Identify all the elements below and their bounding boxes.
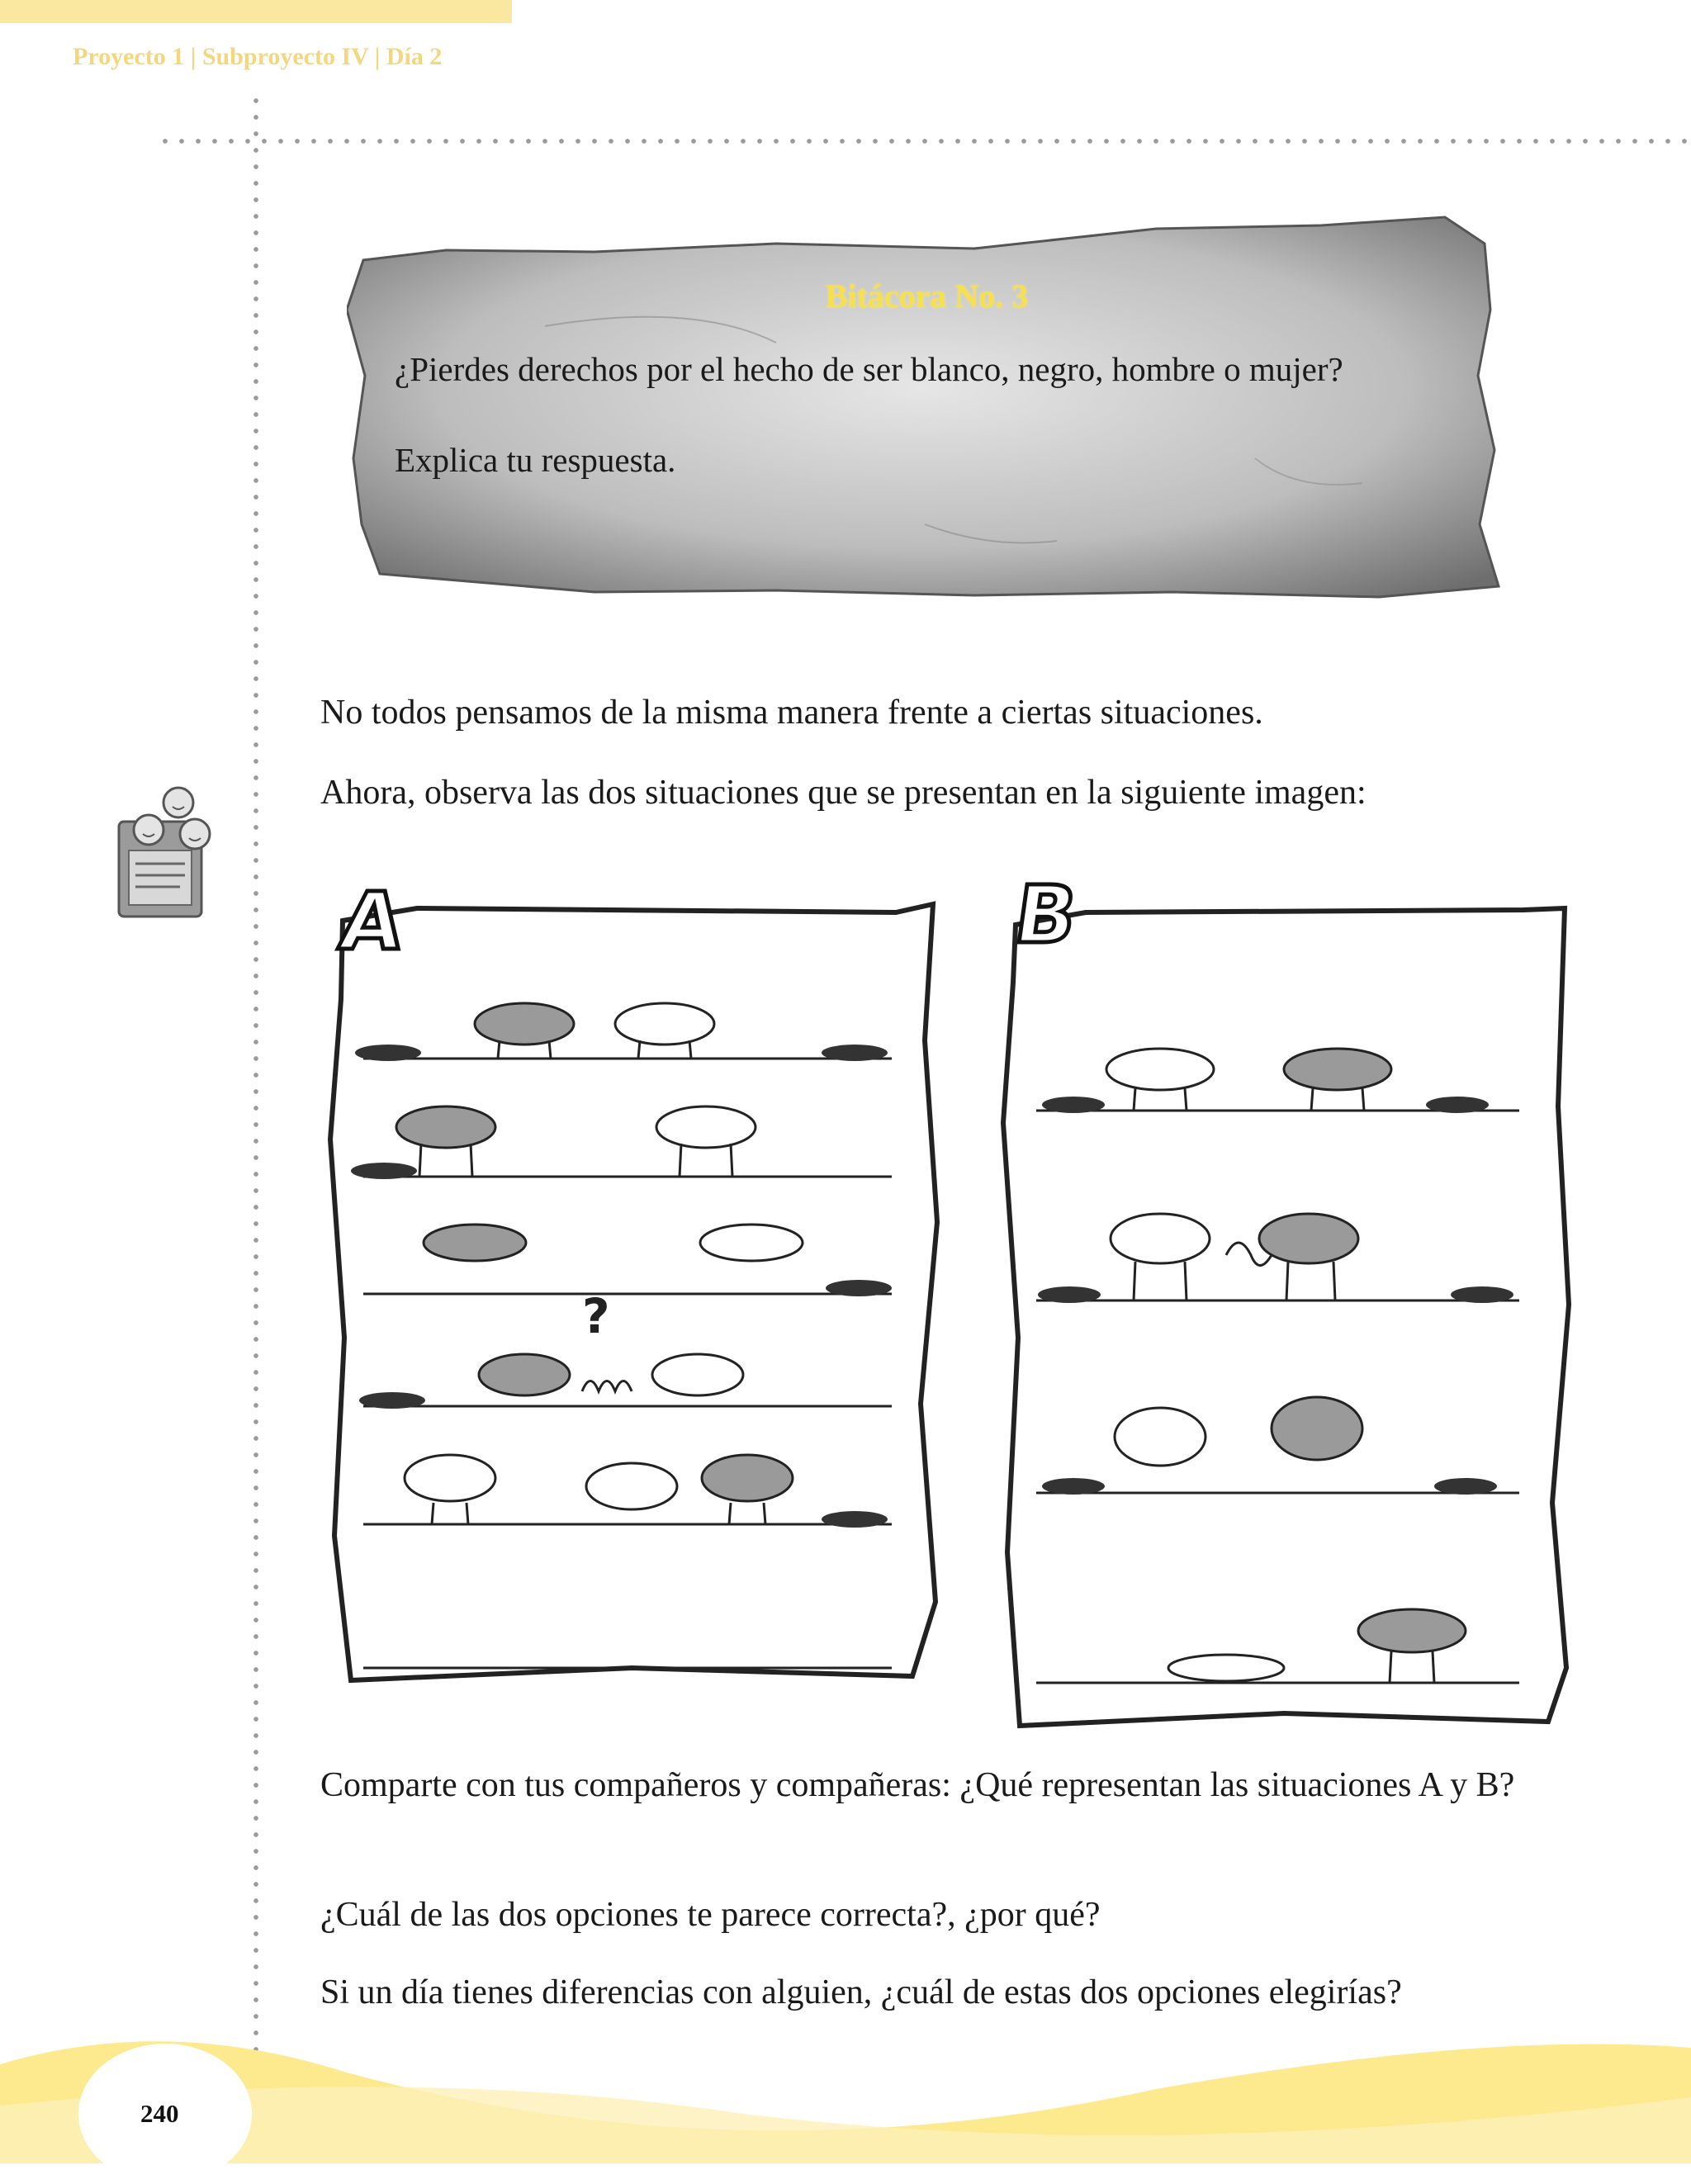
question-correct-option: ¿Cuál de las dos opciones te parece correcta?, ¿por qué? (320, 1896, 1101, 1934)
dotted-divider-vertical (253, 92, 258, 2074)
comic-panel-b (995, 869, 1573, 1734)
panel-a-drawing (318, 875, 945, 1684)
top-accent-bar (0, 0, 512, 23)
question-choose-option: Si un día tienes diferencias con alguien, ¿cuál de estas dos opciones elegirías? (320, 1973, 1402, 2011)
footer-wave (0, 2015, 1691, 2163)
panel-b-label: B (1009, 869, 1083, 961)
parchment-background (347, 211, 1507, 599)
panel-a-question-mark: ? (582, 1288, 610, 1344)
page-number: 240 (140, 2099, 179, 2128)
panel-b-drawing (995, 875, 1573, 1734)
group-activity-icon (114, 784, 221, 921)
header-breadcrumb: Proyecto 1 | Subproyecto IV | Día 2 (73, 43, 443, 70)
panel-a-label: A (334, 875, 410, 968)
bitacora-question: ¿Pierdes derechos por el hecho de ser blanco, negro, hombre o mujer? (395, 350, 1343, 388)
bitacora-title: Bitácora No. 3 (825, 277, 1029, 315)
intro-paragraph: No todos pensamos de la misma manera frente a ciertas situaciones. (320, 694, 1263, 732)
dotted-divider-horizontal (157, 139, 1691, 144)
observe-paragraph: Ahora, observa las dos situaciones que se presentan en la siguiente imagen: (320, 774, 1367, 812)
share-question: Comparte con tus compañeros y compañeras: ¿Qué representan las situaciones A y B? (320, 1766, 1515, 1804)
comic-panel-a (318, 875, 945, 1684)
bitacora-instruction: Explica tu respuesta. (395, 441, 676, 479)
bitacora-box (347, 211, 1507, 599)
